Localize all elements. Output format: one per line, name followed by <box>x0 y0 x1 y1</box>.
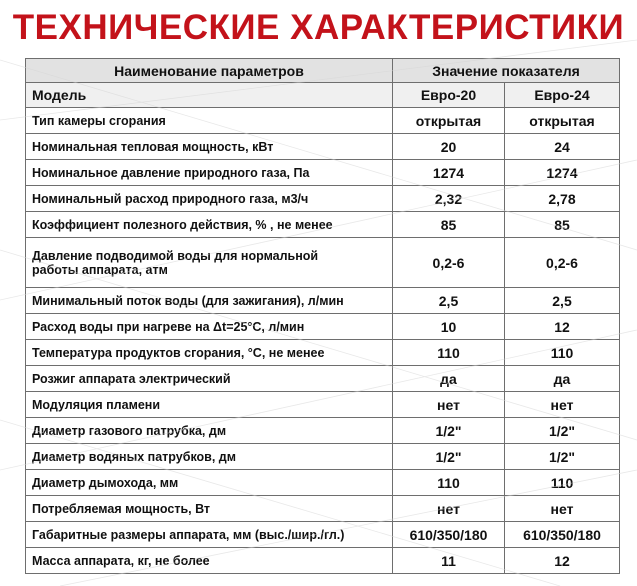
row-label: Расход воды при нагреве на Δt=25°С, л/мин <box>26 314 393 340</box>
table-row <box>26 470 620 496</box>
row-label: Масса аппарата, кг, не более <box>26 548 393 574</box>
row-value-evro-24: открытая <box>505 108 620 134</box>
model-evro-20: Евро-20 <box>393 83 505 108</box>
row-value-evro-20: нет <box>393 392 505 418</box>
row-value-evro-20: 85 <box>393 212 505 238</box>
row-label: Номинальный расход природного газа, м3/ч <box>26 186 393 212</box>
table-row <box>26 108 620 134</box>
row-value-evro-24: 1274 <box>505 160 620 186</box>
row-value-evro-24: 2,78 <box>505 186 620 212</box>
table-row <box>26 418 620 444</box>
table-row <box>26 186 620 212</box>
model-label: Модель <box>26 83 393 108</box>
row-value-evro-24: 12 <box>505 548 620 574</box>
row-value-evro-24: нет <box>505 392 620 418</box>
specifications-table <box>25 58 620 574</box>
row-label: Тип камеры сгорания <box>26 108 393 134</box>
page-title: ТЕХНИЧЕСКИЕ ХАРАКТЕРИСТИКИ <box>12 8 625 47</box>
model-evro-24: Евро-24 <box>505 83 620 108</box>
row-value-evro-20: 110 <box>393 340 505 366</box>
table-row <box>26 134 620 160</box>
row-value-evro-20: 2,5 <box>393 288 505 314</box>
row-value-evro-20: открытая <box>393 108 505 134</box>
row-value-evro-20: 1/2" <box>393 418 505 444</box>
row-label: Коэффициент полезного действия, % , не менее <box>26 212 393 238</box>
row-value-evro-24: 110 <box>505 340 620 366</box>
row-value-evro-20: нет <box>393 496 505 522</box>
row-value-evro-24: 110 <box>505 470 620 496</box>
row-label: Давление подводимой воды для нормальной работы аппарата, атм <box>26 238 393 288</box>
row-label: Номинальное давление природного газа, Па <box>26 160 393 186</box>
table-row <box>26 522 620 548</box>
table-row <box>26 160 620 186</box>
table-header-row <box>26 59 620 83</box>
row-value-evro-24: 610/350/180 <box>505 522 620 548</box>
table-row <box>26 444 620 470</box>
row-label: Модуляция пламени <box>26 392 393 418</box>
row-value-evro-20: 2,32 <box>393 186 505 212</box>
row-label: Диаметр водяных патрубков, дм <box>26 444 393 470</box>
row-value-evro-24: 24 <box>505 134 620 160</box>
row-label: Номинальная тепловая мощность, кВт <box>26 134 393 160</box>
row-label: Розжиг аппарата электрический <box>26 366 393 392</box>
table-row <box>26 288 620 314</box>
row-label: Минимальный поток воды (для зажигания), л/мин <box>26 288 393 314</box>
row-value-evro-20: 610/350/180 <box>393 522 505 548</box>
row-label: Потребляемая мощность, Вт <box>26 496 393 522</box>
row-value-evro-20: 10 <box>393 314 505 340</box>
row-value-evro-24: да <box>505 366 620 392</box>
table-row <box>26 496 620 522</box>
row-value-evro-24: 2,5 <box>505 288 620 314</box>
row-value-evro-24: 1/2" <box>505 418 620 444</box>
row-label: Габаритные размеры аппарата, мм (выс./шир./гл.) <box>26 522 393 548</box>
table-row <box>26 548 620 574</box>
row-value-evro-24: 1/2" <box>505 444 620 470</box>
header-value: Значение показателя <box>393 59 620 83</box>
table-row <box>26 314 620 340</box>
row-value-evro-20: 110 <box>393 470 505 496</box>
header-parameter-name: Наименование параметров <box>26 59 393 83</box>
model-row <box>26 83 620 108</box>
row-label: Диаметр дымохода, мм <box>26 470 393 496</box>
row-value-evro-20: 20 <box>393 134 505 160</box>
row-value-evro-24: нет <box>505 496 620 522</box>
row-value-evro-24: 85 <box>505 212 620 238</box>
row-value-evro-20: 0,2-6 <box>393 238 505 288</box>
table-row <box>26 392 620 418</box>
row-value-evro-24: 0,2-6 <box>505 238 620 288</box>
table-row <box>26 340 620 366</box>
table-row <box>26 366 620 392</box>
row-value-evro-20: да <box>393 366 505 392</box>
row-value-evro-20: 1274 <box>393 160 505 186</box>
row-label: Температура продуктов сгорания, °С, не менее <box>26 340 393 366</box>
row-value-evro-24: 12 <box>505 314 620 340</box>
table-row <box>26 212 620 238</box>
row-value-evro-20: 11 <box>393 548 505 574</box>
row-value-evro-20: 1/2" <box>393 444 505 470</box>
row-label: Диаметр газового патрубка, дм <box>26 418 393 444</box>
table-row <box>26 238 620 288</box>
